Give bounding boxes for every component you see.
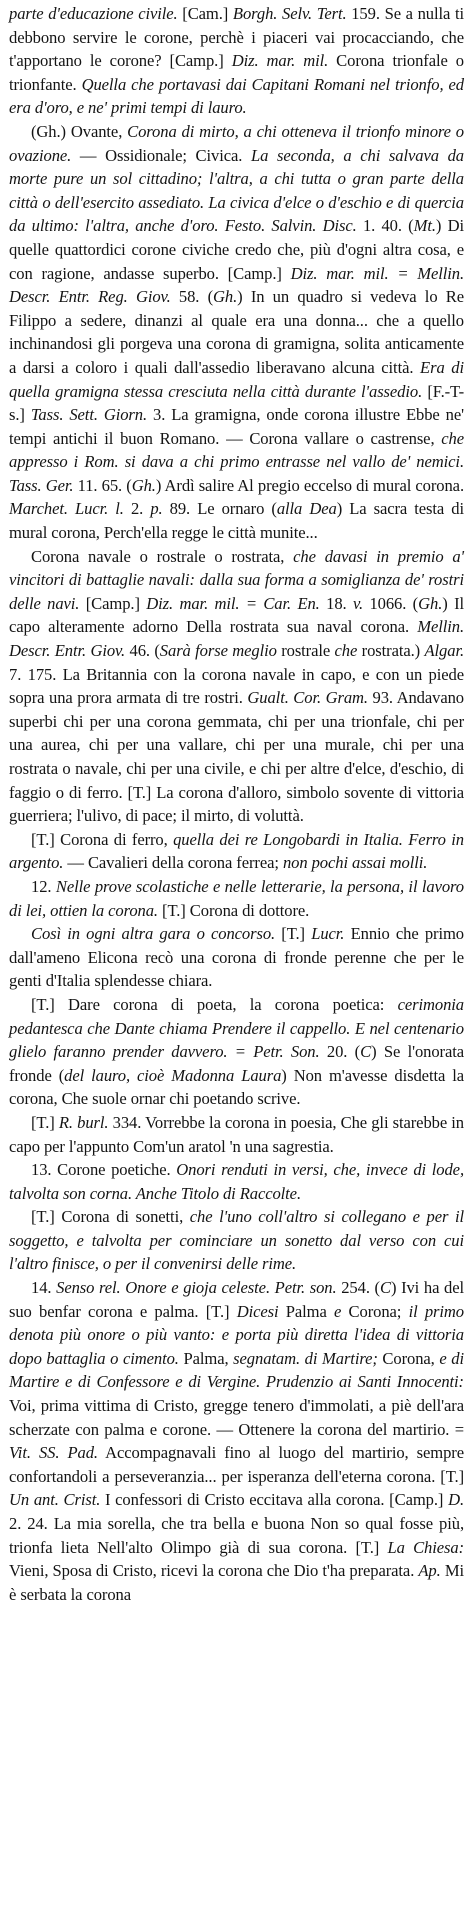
text-run: rostrata.) — [357, 641, 425, 661]
italic-text-run: Corona di mirto, a chi otteneva il trionfo minore o ovazione. — [9, 121, 464, 165]
text-run: Corona trionfale o trionfante. — [9, 51, 464, 94]
text-run: 14. — [31, 1278, 57, 1298]
text-run: 11. 65. ( — [73, 475, 132, 495]
text-run: 13. Corone poetiche. — [31, 1160, 177, 1180]
text-run: 3. La gramigna, onde corona illustre Ebbe ne' tempi antichi il buon Romano. — Corona vallare o castrense, — [9, 405, 464, 448]
italic-text-run: Vit. SS. Pad. — [9, 1443, 98, 1463]
text-run: Vieni, Sposa di Cristo, ricevi la corona che Dio t'ha preparata. — [9, 1561, 419, 1581]
italic-text-run: Gh. — [131, 475, 156, 495]
text-run: ) La sacra testa di mural corona, Perch'ella regge le città munite... — [9, 499, 464, 543]
text-run: Ennio che primo dall'ameno Elicona recò una corona di fronde perenne che per le genti d'Italia splendesse chiara. — [9, 924, 464, 991]
text-run: — Ossidionale; Civica. — [71, 145, 251, 165]
italic-text-run: il primo denota più onore o più vanto: e porta più diretta l'idea di vittoria dopo battaglia o cimento. — [9, 1301, 465, 1368]
dictionary-paragraph — [9, 1158, 464, 1205]
text-run: [T.] Corona di ferro, — [31, 829, 174, 849]
dictionary-paragraph — [9, 2, 464, 120]
text-run: 1. 40. ( — [356, 216, 414, 236]
italic-text-run: Senso rel. Onore e gioja celeste. Petr. son. — [56, 1278, 337, 1298]
text-run: [Camp.] — [79, 593, 147, 613]
text-run: Mi è serbata la corona — [9, 1561, 464, 1604]
text-run: ) Di quelle quattordici corone civiche credo che, più d'ogni altra cosa, e con ragione, andasse superbo. [Camp.] — [9, 216, 464, 283]
text-run: ) Il capo alteramente adorno Della rostrata sua naval corona. — [9, 593, 465, 637]
italic-text-run: Tass. Sett. Giorn. — [30, 405, 148, 425]
italic-text-run: Nelle prove scolastiche e nelle letterarie, la persona, il lavoro di lei, ottien la corona. — [9, 876, 464, 920]
italic-text-run: Dicesi — [236, 1301, 279, 1321]
italic-text-run: Sarà forse meglio — [159, 641, 277, 661]
text-run: [T.] Corona di sonetti, — [31, 1207, 190, 1227]
dictionary-paragraph — [9, 1205, 464, 1276]
dictionary-paragraph — [9, 828, 464, 875]
italic-text-run: D. — [448, 1490, 464, 1510]
italic-text-run: Era di quella gramigna stessa cresciuta nella città durante l'assedio. — [9, 357, 464, 401]
italic-text-run: del lauro, cioè Madonna Laura — [64, 1065, 282, 1085]
text-run: 18. — [319, 593, 353, 613]
text-run: 254. ( — [336, 1278, 380, 1298]
italic-text-run: non pochi assai molli. — [282, 853, 428, 873]
italic-text-run: alla Dea — [276, 499, 337, 519]
text-run: Palma, — [178, 1348, 234, 1368]
italic-text-run: Gh. — [418, 593, 443, 613]
text-run: [T.] Dare corona di poeta, la corona poetica: — [31, 994, 398, 1014]
italic-text-run: Diz. mar. mil. = Car. En. — [146, 593, 320, 613]
dictionary-text-column — [9, 2, 464, 1606]
italic-text-run: segnatam. di Martire; — [233, 1348, 378, 1368]
italic-text-run: che — [334, 641, 358, 661]
dictionary-paragraph — [9, 993, 464, 1111]
italic-text-run: p. — [150, 499, 163, 519]
italic-text-run: C — [379, 1278, 391, 1298]
italic-text-run: Un ant. Crist. — [9, 1490, 101, 1510]
text-run: [T.] — [31, 1112, 59, 1132]
italic-text-run: che davasi in premio a' vincitori di battaglie navali: dalla sua forma a somiglianza de' rostri delle navi. — [9, 546, 464, 613]
italic-text-run: Gualt. Cor. Gram. — [247, 688, 368, 708]
text-run: 1066. ( — [363, 593, 419, 613]
text-run: Corona; — [341, 1301, 409, 1321]
text-run: ) Non m'avesse disdetta la corona, Che suole ornar chi poetando scrive. — [9, 1065, 465, 1109]
text-run: I confessori di Cristo eccitava alla corona. [Camp.] — [100, 1490, 449, 1510]
dictionary-paragraph — [9, 1276, 464, 1606]
text-run: ) Ivi ha del suo benfar corona e palma. [T.] — [9, 1278, 464, 1321]
dictionary-paragraph — [9, 875, 464, 922]
text-run: 20. ( — [319, 1042, 361, 1062]
italic-text-run: Mt. — [413, 216, 436, 236]
italic-text-run: che appresso i Rom. si dava a chi primo entrasse nel vallo de' nemici. Tass. Ger. — [9, 428, 464, 495]
text-run: ) In un quadro si vedeva lo Re Filippo a sedere, dinanzi al quale era una donna... che a quello inchinandosi gli porgeva una corona di gramigna, solita anticamente a darsi a coloro i quali dall'assedio liberavano alcuna città. — [9, 287, 464, 377]
text-run: 12. — [31, 876, 56, 896]
italic-text-run: Ap. — [418, 1561, 441, 1581]
text-run: [F.-T-s.] — [9, 381, 464, 425]
text-run: ) Ardì salire Al pregio eccelso di mural corona. — [155, 475, 464, 495]
text-run: Voi, prima vittima di Cristo, gregge tenero d'immolati, a piè dell'ara scherzate con palma e corone. — Ottenere la corona del martirio. = — [9, 1396, 464, 1439]
italic-text-run: Marchet. Lucr. l. — [9, 499, 124, 519]
italic-text-run: v. — [352, 593, 364, 613]
text-run: [T.] Corona di dottore. — [157, 900, 310, 920]
text-run: 93. Andavano superbi chi per una corona gemmata, chi per una trionfale, chi per una aurea, chi per una vallare, chi per una murale, chi per una rostrata o navale, chi per una civile, e chi per altre d'elce, d'eschio, di faggio o di ferro. [T.] La corona d'alloro, simbolo sovente di vittoria guerriera; l'ulivo, di pace; il mirto, di voluttà. — [9, 688, 464, 826]
text-run: Accompagnavali fino al luogo del martirio, sempre confortandoli a perseveranzia... per isperanza dell'eterna corona. [T.] — [9, 1443, 464, 1486]
italic-text-run: quella dei re Longobardi in Italia. Ferro in argento. — [9, 829, 464, 873]
text-run: Corona, — [377, 1348, 440, 1368]
italic-text-run: Gh. — [213, 287, 238, 307]
italic-text-run: C — [360, 1042, 372, 1062]
italic-text-run: Algar. — [424, 641, 465, 661]
italic-text-run: Così in ogni altra gara o concorso. — [31, 924, 276, 944]
text-run: (Gh.) Ovante, — [31, 121, 128, 141]
text-run: 7. 175. La Britannia con la corona navale in capo, e con un piede sopra una prora armata di tre rostri. — [9, 664, 464, 708]
italic-text-run: parte d'educazione civile. — [9, 4, 178, 23]
italic-text-run: cerimonia pedantesca che Dante chiama Prendere il cappello. E nel centenario glielo faranno prender davvero. = Petr. Son. — [9, 994, 464, 1062]
text-run: rostrale — [276, 641, 335, 661]
italic-text-run: Diz. mar. mil. = Mellin. Descr. Entr. Reg. Giov. — [9, 263, 464, 307]
italic-text-run: e — [334, 1301, 342, 1321]
italic-text-run: Lucr. — [311, 924, 345, 944]
italic-text-run: Borgh. Selv. Tert. — [232, 4, 347, 23]
dictionary-paragraph — [9, 545, 464, 828]
italic-text-run: che l'uno coll'altro si collegano e per il soggetto, e talvolta per cominciare un sonetto dal verso con cui l'altro finisce, o per il convenirsi delle rime. — [9, 1207, 465, 1274]
italic-text-run: La seconda, a chi salvava da morte pure un sol cittadino; l'altra, a chi tutta o gran parte della città o dell'esercito assediato. La civica d'elce o d'eschio e di quercia da ultimo: l'altra, anche d'oro. Festo. Salvin. Disc. — [9, 145, 464, 236]
italic-text-run: R. burl. — [58, 1112, 109, 1132]
text-run: 2. — [123, 499, 151, 519]
text-run: — Cavalieri della corona ferrea; — [63, 853, 283, 873]
italic-text-run: La Chiesa: — [387, 1537, 465, 1557]
text-run: [T.] — [275, 924, 312, 944]
dictionary-paragraph — [9, 922, 464, 993]
text-run: 89. Le ornaro ( — [162, 499, 277, 519]
text-run: 58. ( — [170, 287, 213, 307]
text-run: 46. ( — [125, 641, 160, 661]
italic-text-run: Onori renduti in versi, che, invece di lode, talvolta son corna. Anche Titolo di Raccolte. — [9, 1160, 464, 1203]
text-run: [Cam.] — [177, 4, 233, 23]
dictionary-paragraph — [9, 120, 464, 545]
italic-text-run: Mellin. Descr. Entr. Giov. — [9, 617, 464, 661]
italic-text-run: Diz. mar. mil. — [231, 51, 329, 71]
text-run: Palma — [278, 1301, 335, 1321]
dictionary-paragraph — [9, 1111, 464, 1158]
text-run: 159. Se a nulla ti debbono servire le corone, perchè i piaceri vai procacciando, che t'apportano le corone? [Camp.] — [9, 4, 464, 71]
text-run: 334. Vorrebbe la corona in poesia, Che gli starebbe in capo per l'appunto Com'un aratol 'n una sagrestia. — [9, 1112, 464, 1156]
italic-text-run: e di Martire e di Confessore e di Vergine. Prudenzio ai Santi Innocenti: — [9, 1348, 464, 1392]
text-run: Corona navale o rostrale o rostrata, — [31, 546, 294, 566]
text-run: ) Se l'onorata fronde ( — [9, 1042, 465, 1085]
text-run: 2. 24. La mia sorella, che tra bella e buona Non so qual fosse più, trionfa lieta Nell'alto Olimpo già di sua corona. [T.] — [9, 1514, 464, 1557]
italic-text-run: Quella che portavasi dai Capitani Romani nel trionfo, ed era d'oro, e ne' primi tempi di lauro. — [9, 74, 464, 118]
